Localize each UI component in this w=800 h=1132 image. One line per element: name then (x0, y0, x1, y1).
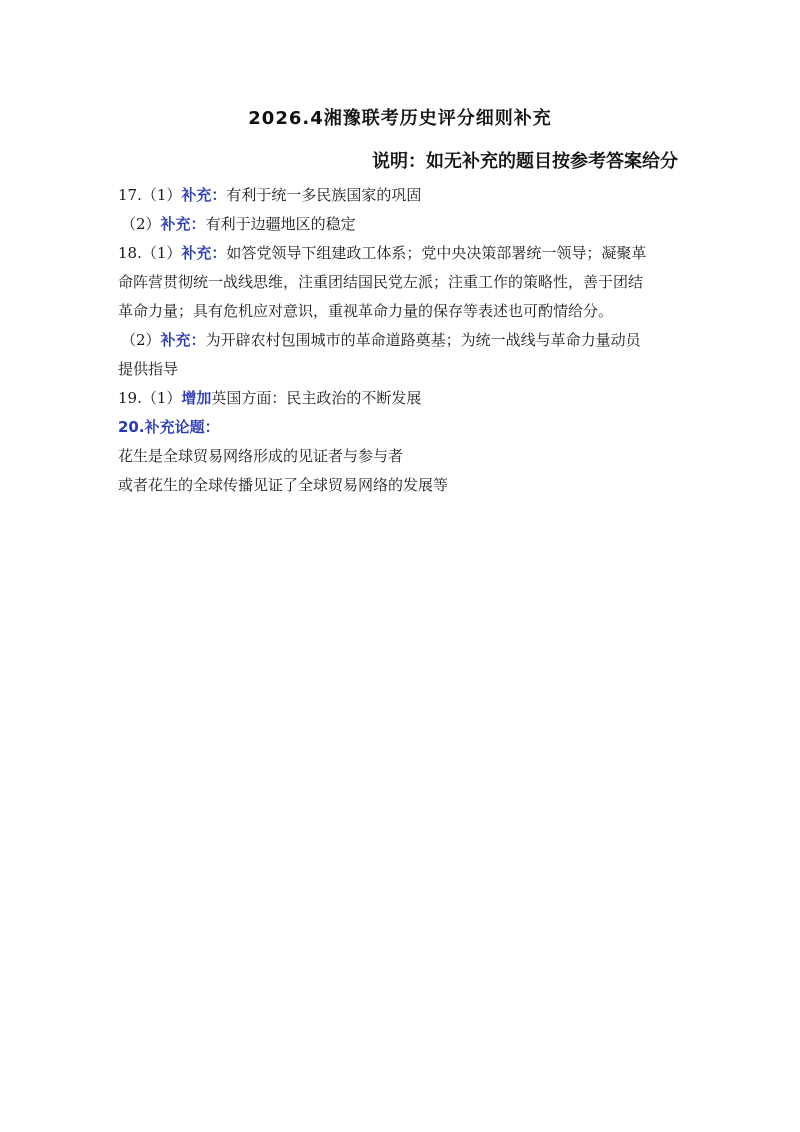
answer-text: 有利于边疆地区的稳定 (205, 215, 356, 233)
answer-line-18-1-cont (118, 297, 682, 326)
answer-text: 如答党领导下组建政工体系；党中央决策部署统一领导；凝聚革 (226, 244, 647, 262)
answer-text: 革命力量；具有危机应对意识，重视革命力量的保存等表述也可酌情给分。 (118, 302, 614, 320)
answer-line-20-topic-1 (118, 442, 682, 471)
answer-text: 或者花生的全球传播见证了全球贸易网络的发展等 (118, 476, 449, 494)
answer-line-20 (118, 413, 682, 442)
answer-text: 命阵营贯彻统一战线思维，注重团结国民党左派；注重工作的策略性，善于团结 (118, 273, 644, 291)
answer-text: 花生是全球贸易网络形成的见证者与参与者 (118, 447, 404, 465)
answer-line-17-2 (118, 210, 682, 239)
supplement-keyword: 补充： (160, 331, 206, 349)
grading-note: 说明：如无补充的题目按参考答案给分 (372, 151, 678, 172)
supplement-keyword: 补充： (181, 244, 227, 262)
answer-line-18-2-cont (118, 355, 682, 384)
supplement-keyword: 补充： (160, 215, 206, 233)
answer-text: 为开辟农村包围城市的革命道路奠基；为统一战线与革命力量动员 (205, 331, 641, 349)
answer-text: 提供指导 (118, 360, 179, 378)
question-number: 20. (118, 418, 145, 436)
question-number: （2） (121, 215, 161, 233)
answer-line-17-1 (118, 181, 682, 210)
document-title: 2026.4湘豫联考历史评分细则补充 (248, 108, 552, 129)
answer-line-18-2 (118, 326, 682, 355)
addition-keyword: 增加 (181, 389, 212, 407)
supplement-keyword: 补充论题： (144, 418, 220, 436)
question-number: 19.（1） (118, 389, 182, 407)
answer-line-18-1 (118, 239, 682, 268)
question-number: 18.（1） (118, 244, 182, 262)
answer-text: 英国方面：民主政治的不断发展 (211, 389, 422, 407)
answer-line-18-1-cont (118, 268, 682, 297)
answer-line-20-topic-2 (118, 471, 682, 500)
supplement-keyword: 补充： (181, 186, 227, 204)
question-number: （2） (121, 331, 161, 349)
document-body (118, 181, 682, 500)
answer-text: 有利于统一多民族国家的巩固 (226, 186, 422, 204)
question-number: 17.（1） (118, 186, 182, 204)
answer-line-19-1 (118, 384, 682, 413)
